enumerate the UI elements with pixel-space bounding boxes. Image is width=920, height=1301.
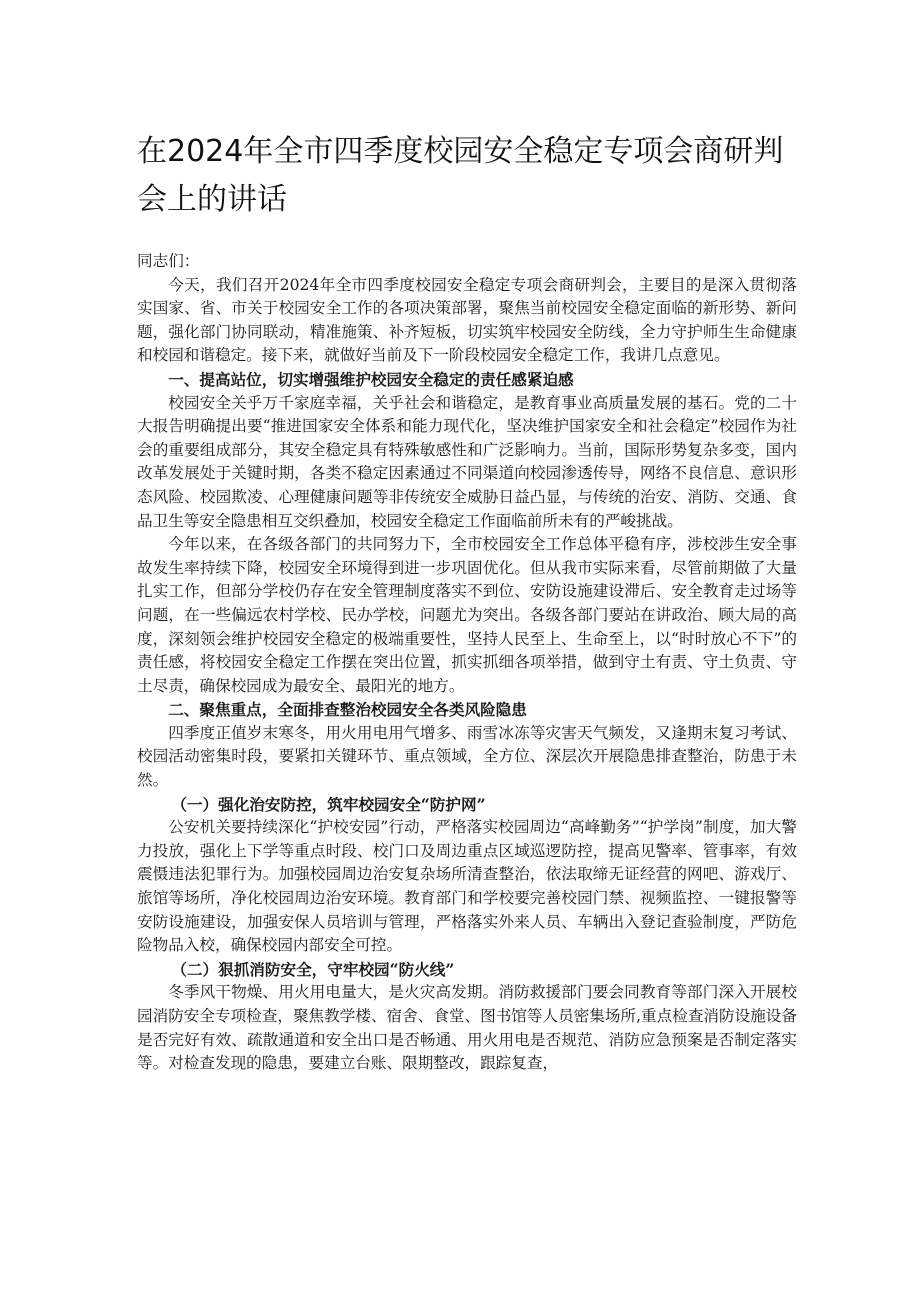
body-paragraph: 公安机关要持续深化“护校安园”行动，严格落实校园周边“高峰勤务”“护学岗”制度，加大警力投放，强化上下学等重点时段、校门口及周边重点区域巡逻防控，提高见警率、管事率，有效震慑违法犯罪行为。加强校园周边治安复杂场所清查整治，依法取缔无证经营的网吧、游戏厅、旅馆等场所，净化校园周边治安环境。教育部门和学校要完善校园门禁、视频监控、一键报警等安防设施建设，加强安保人员培训与管理，严格落实外来人员、车辆出入登记查验制度，严防危险物品入校，确保校园内部安全可控。 — [137, 818, 797, 955]
body-paragraph: 今年以来，在各级各部门的共同努力下，全市校园安全工作总体平稳有序，涉校涉生安全事故发生率持续下降，校园安全环境得到进一步巩固优化。但从我市实际来看，尽管前期做了大量扎实工作，但部分学校仍存在安全管理制度落实不到位、安防设施建设滞后、安全教育走过场等问题，在一些偏远农村学校、民办学校，问题尤为突出。各级各部门要站在讲政治、顾大局的高度，深刻领会维护校园安全稳定的极端重要性，坚持人民至上、生命至上，以“时时放心不下”的责任感，将校园安全稳定工作摆在突出位置，抓实抓细各项举措，做到守土有责、守土负责、守土尽责，确保校园成为最安全、最阳光的地方。 — [137, 535, 797, 695]
body-paragraph: 今天，我们召开2024年全市四季度校园安全稳定专项会商研判会，主要目的是深入贯彻落实国家、省、市关于校园安全工作的各项决策部署，聚焦当前校园安全稳定面临的新形势、新问题，强化部门协同联动，精准施策、补齐短板，切实筑牢校园安全防线，全力守护师生生命健康和校园和谐稳定。接下来，就做好当前及下一阶段校园安全稳定工作，我讲几点意见。 — [137, 275, 797, 365]
salutation: 同志们： — [137, 252, 200, 270]
subsection-heading: （一）强化治安防控，筑牢校园安全“防护网” — [171, 794, 486, 814]
subsection-heading: （二）狠抓消防安全，守牢校园“防火线” — [171, 959, 455, 979]
document-blocks — [137, 274, 797, 1076]
section-heading: 一、提高站位，切实增强维护校园安全稳定的责任感紧迫感 — [168, 369, 574, 389]
body-paragraph: 四季度正值岁末寒冬，用火用电用气增多、雨雪冰冻等灾害天气频发，又逢期末复习考试、校园活动密集时段，要紧扣关键环节、重点领域，全方位、深层次开展隐患排查整治，防患于未然。 — [137, 723, 797, 790]
document-body — [137, 250, 797, 1076]
section-heading: 二、聚焦重点，全面排查整治校园安全各类风险隐患 — [168, 700, 527, 720]
body-paragraph: 冬季风干物燥、用火用电量大，是火灾高发期。消防救援部门要会同教育等部门深入开展校园消防安全专项检查，聚焦教学楼、宿舍、食堂、图书馆等人员密集场所,重点检查消防设施设备是否完好有效、疏散通道和安全出口是否畅通、用火用电是否规范、消防应急预案是否制定落实等。对检查发现的隐患，要建立台账、限期整改，跟踪复查， — [137, 983, 797, 1073]
body-paragraph: 校园安全关乎万千家庭幸福，关乎社会和谐稳定，是教育事业高质量发展的基石。党的二十大报告明确提出要“推进国家安全体系和能力现代化，坚决维护国家安全和社会稳定”校园作为社会的重要组成部分，其安全稳定具有特殊敏感性和广泛影响力。当前，国际形势复杂多变，国内改革发展处于关键时期，各类不稳定因素通过不同渠道向校园渗透传导，网络不良信息、意识形态风险、校园欺凌、心理健康问题等非传统安全威胁日益凸显，与传统的治安、消防、交通、食品卫生等安全隐患相互交织叠加，校园安全稳定工作面临前所未有的严峻挑战。 — [137, 393, 797, 530]
document-title: 在2024年全市四季度校园安全稳定专项会商研判会上的讲话 — [137, 134, 784, 217]
document-page — [137, 128, 797, 1076]
